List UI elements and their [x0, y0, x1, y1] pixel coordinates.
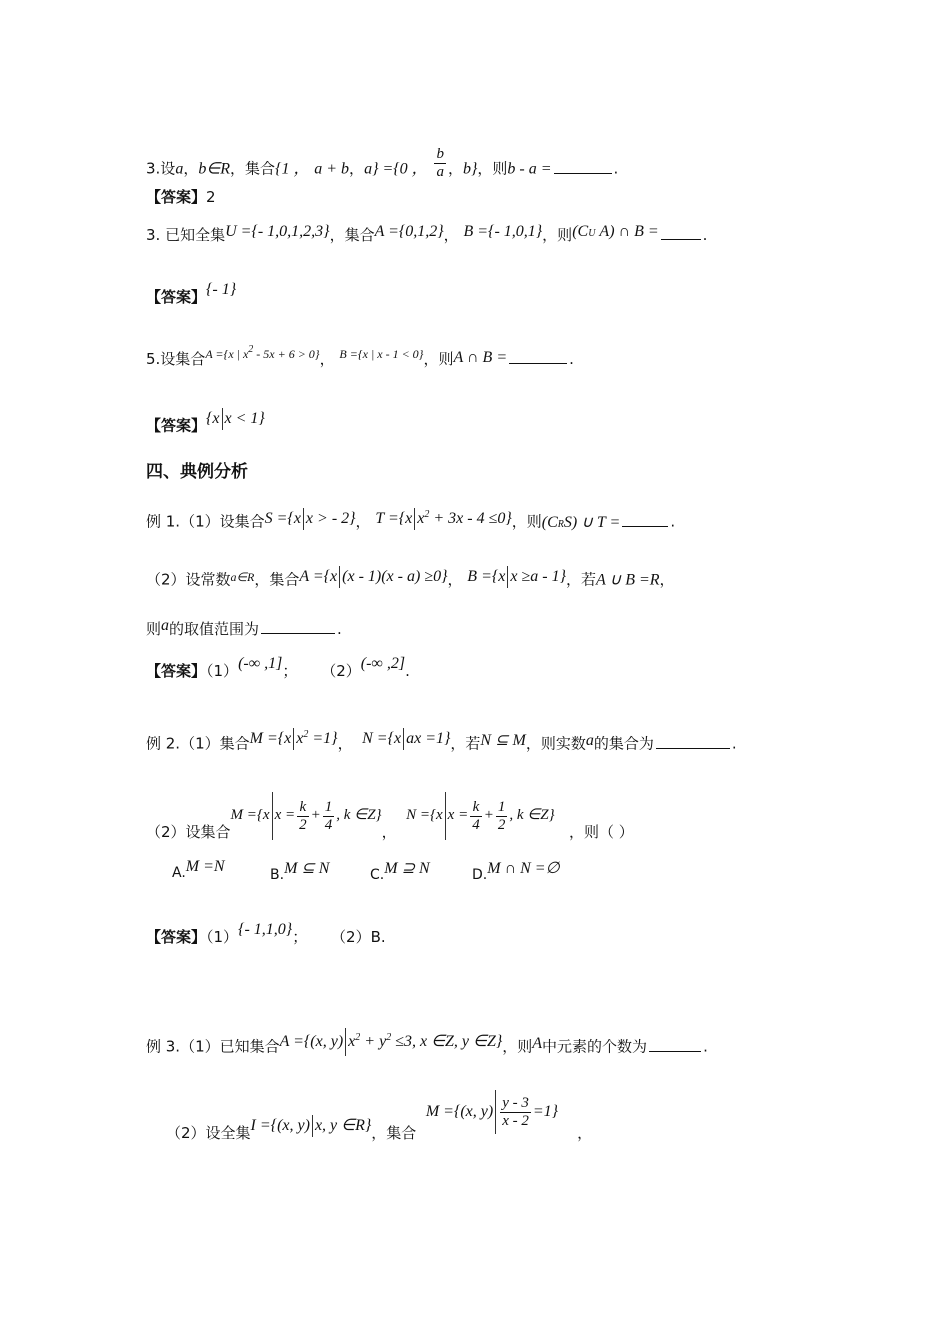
condition-expr: A ∪ B =R — [596, 571, 660, 589]
set-M2 — [230, 799, 382, 833]
punct: ， — [577, 1123, 593, 1142]
punct: ， — [443, 226, 459, 244]
set-builder-bar — [403, 728, 404, 750]
example-1-part-1 — [146, 508, 676, 534]
answer-label: 【答案】 — [146, 188, 207, 206]
set-M — [425, 1095, 559, 1129]
fraction — [500, 1095, 531, 1129]
b-in-R: b∈R — [198, 160, 231, 178]
answer-label: 【答案】 — [146, 416, 207, 435]
plus-sign: + — [310, 807, 321, 824]
set-builder-bar — [495, 1090, 496, 1134]
word-then: 则 — [146, 620, 162, 638]
example-prefix: 例 3.（1）已知集合 — [146, 1037, 280, 1056]
punct: ， — [349, 159, 365, 178]
answer-part-label: （1） — [206, 662, 239, 680]
fraction — [323, 799, 335, 833]
problem-5 — [146, 344, 574, 368]
answer-value — [206, 410, 265, 427]
answer-value-2: (-∞ ,2] — [360, 655, 406, 672]
superscript: 2 — [303, 728, 309, 740]
answer-part-label: （1） — [206, 928, 239, 946]
answer-value-1: (-∞ ,1] — [238, 655, 283, 672]
expr-part: x, y ∈R} — [314, 1116, 372, 1134]
answer-label: 【答案】 — [146, 928, 207, 946]
answer-value-1: {- 1,1,0} — [238, 921, 293, 938]
word-then: ，则 — [423, 350, 454, 368]
expr-part: =1} — [532, 1102, 559, 1120]
answer-value: 2 — [206, 188, 216, 206]
fraction — [470, 799, 482, 833]
answer-blank[interactable] — [656, 748, 730, 749]
set-builder-bar — [312, 1115, 313, 1137]
example-1-part-2-cont — [146, 617, 342, 638]
answer-1 — [146, 190, 216, 205]
b-minus-a: b - a = — [507, 160, 552, 178]
word-then: ，则 — [502, 1037, 533, 1056]
word-if: ，若 — [450, 734, 481, 753]
word-set: ，集合 — [230, 159, 276, 178]
set-B: B ={- 1,0,1} — [463, 223, 543, 240]
expr-part: M ={(x, y) — [425, 1102, 494, 1120]
punct: ， — [183, 159, 199, 178]
set-B: B ={x | x - 1 < 0} — [339, 347, 424, 361]
frac-den: 2 — [299, 816, 307, 833]
var-a: a — [175, 160, 184, 178]
answer-blank[interactable] — [649, 1051, 701, 1052]
punct: ， — [447, 570, 463, 589]
option-label: A. — [172, 865, 186, 881]
example-1-part-2 — [146, 567, 675, 592]
problem-3b-prefix: 3. 已知全集 — [146, 226, 226, 244]
expr-part: x — [417, 509, 425, 527]
frac-num: y - 3 — [502, 1095, 529, 1111]
frac-num: k — [470, 799, 482, 817]
example-prefix: 例 1.（1）设集合 — [146, 512, 265, 531]
subscript: U — [588, 228, 596, 239]
expr-part: (C — [572, 223, 589, 240]
punct: ； — [292, 928, 308, 946]
expr-part: x — [296, 729, 304, 747]
expr-part: M ={x — [249, 729, 292, 747]
expr-part: - 5x + 6 > 0} — [253, 347, 320, 361]
punct: ， — [319, 350, 335, 368]
expr-part: I ={(x, y) — [250, 1116, 310, 1134]
option-D[interactable] — [472, 860, 560, 884]
punct: ， — [381, 823, 397, 842]
set-T — [375, 510, 511, 527]
expr-part: A ={x | x — [205, 347, 249, 361]
punct: . — [670, 512, 676, 531]
option-A[interactable] — [172, 858, 225, 882]
option-expr: M =N — [185, 858, 225, 875]
expr-part: x — [348, 1032, 356, 1050]
expr-part: A) ∩ B = — [599, 223, 659, 240]
expr-part: , k ∈Z} — [336, 807, 382, 824]
var-a: a — [585, 731, 594, 749]
punct: . — [731, 734, 737, 753]
var-A: A — [532, 1034, 543, 1052]
var-a: a — [161, 617, 170, 634]
expr-part: (C — [541, 513, 558, 531]
part-prefix: （2）设集合 — [146, 823, 231, 842]
subscript: R — [557, 518, 564, 530]
expr-part: =1} — [308, 729, 338, 747]
question-text: 的集合为 — [593, 734, 654, 753]
expr-part: B ={x — [467, 567, 506, 585]
answer-blank[interactable] — [661, 239, 701, 240]
set-expr-3: b} — [462, 160, 478, 178]
part-prefix: （2）设常数 — [146, 570, 231, 589]
answer-blank[interactable] — [261, 633, 335, 634]
example-2-part-2 — [146, 800, 634, 848]
fraction-b-over-a — [434, 146, 446, 180]
complement-expr — [572, 223, 658, 240]
question-text: 的取值范围为 — [169, 620, 260, 638]
expr-part: {x — [206, 409, 220, 427]
set-M — [250, 730, 338, 747]
a-in-R: a∈R — [230, 569, 255, 584]
answer-label: 【答案】 — [146, 662, 207, 680]
set-B — [467, 568, 566, 585]
punct: . — [405, 662, 410, 680]
set-builder-bar — [339, 566, 340, 588]
punct: ， — [659, 570, 675, 589]
expr-part: + y — [360, 1032, 387, 1050]
punct: . — [703, 1037, 708, 1056]
set-builder-bar — [345, 1028, 346, 1056]
union-expr — [542, 514, 621, 531]
frac-den: a — [436, 163, 444, 180]
option-expr: M ⊆ N — [284, 860, 330, 877]
example-2-part-1 — [146, 728, 737, 756]
example-prefix: 例 2.（1）集合 — [146, 734, 250, 753]
option-C[interactable] — [370, 860, 430, 884]
option-expr: M ⊇ N — [384, 860, 430, 877]
expr-part: ax =1} — [406, 729, 451, 747]
word-set: ，集合 — [371, 1123, 417, 1142]
expr-part: ≤3, x ∈Z, y ∈Z} — [391, 1032, 503, 1050]
expr-part: x > - 2} — [305, 509, 356, 527]
expr-part: x ≥a - 1} — [510, 567, 566, 585]
word-then: ，则 — [477, 159, 508, 178]
expr-part: M ={x — [230, 807, 270, 824]
option-label: C. — [370, 867, 385, 883]
expr-part: , k ∈Z} — [509, 807, 555, 824]
answer-label: 【答案】 — [146, 288, 207, 306]
example-3-part-1 — [146, 1031, 708, 1062]
problem-3a-prefix: 3.设 — [146, 159, 176, 178]
set-builder-bar — [303, 508, 304, 530]
expr-part: A ={(x, y) — [279, 1032, 344, 1050]
set-A — [205, 344, 320, 361]
frac-num: k — [297, 799, 309, 817]
superscript: 2 — [386, 1031, 392, 1043]
frac-num: 1 — [497, 799, 506, 815]
fraction — [496, 799, 508, 833]
set-A — [280, 1033, 503, 1050]
punct: . — [613, 159, 619, 178]
frac-den: 4 — [472, 816, 480, 833]
word-set: ，集合 — [254, 570, 300, 589]
plus-sign: + — [483, 807, 494, 824]
option-expr: M ∩ N =∅ — [487, 860, 560, 877]
set-expr-2: a} ={0 ， — [364, 160, 428, 178]
expr-part: x = — [447, 807, 469, 824]
example-3-part-2 — [166, 1095, 593, 1142]
frac-den: x - 2 — [502, 1112, 529, 1129]
word-set: ，集合 — [329, 226, 375, 244]
answer-blank[interactable] — [554, 173, 612, 174]
set-A — [299, 568, 447, 585]
answer-blank[interactable] — [509, 363, 567, 364]
expr-part: S) ∪ T = — [563, 513, 621, 531]
frac-num: b — [436, 146, 444, 162]
word-then: ，则 — [542, 226, 573, 244]
a-plus-b: a + b — [314, 160, 350, 178]
fraction — [297, 799, 309, 833]
frac-den: 4 — [324, 816, 333, 833]
punct: . — [337, 620, 342, 638]
word-then: ，则 — [511, 512, 542, 531]
punct: . — [702, 226, 708, 244]
set-builder-bar — [272, 792, 273, 840]
answer-blank[interactable] — [622, 526, 668, 527]
expr-part: x < 1} — [224, 409, 265, 427]
answer-2 — [146, 281, 237, 306]
set-builder-bar — [445, 792, 446, 840]
condition-expr: N ⊆ M — [480, 731, 526, 749]
punct: ， — [447, 159, 463, 178]
expr-part: S ={x — [264, 509, 301, 527]
expr-part: N ={x — [362, 729, 402, 747]
frac-num: 1 — [324, 799, 333, 815]
problem-3a — [146, 146, 619, 186]
example-1-answer — [146, 655, 410, 680]
word-if: ，若 — [565, 570, 596, 589]
set-expr-1: {1 ， — [275, 160, 310, 178]
intersection-expr: A ∩ B = — [453, 349, 508, 366]
punct: ； — [282, 662, 298, 680]
answer-value-2: （2）B. — [331, 928, 386, 946]
set-S — [265, 510, 356, 527]
part-prefix: （2）设全集 — [166, 1123, 251, 1142]
universal-set-I — [251, 1117, 372, 1134]
option-label: D. — [472, 867, 488, 883]
expr-part: (x - 1)(x - a) ≥0} — [342, 567, 448, 585]
superscript: 2 — [355, 1031, 361, 1043]
expr-part: x = — [274, 807, 296, 824]
punct: ， — [355, 512, 371, 531]
problem-5-prefix: 5.设集合 — [146, 350, 206, 368]
option-label: B. — [270, 867, 285, 883]
superscript: 2 — [424, 508, 430, 520]
option-B[interactable] — [270, 860, 330, 884]
set-A: A ={0,1,2} — [374, 223, 444, 240]
superscript: 2 — [248, 344, 254, 355]
punct: . — [569, 350, 574, 368]
expr-part: T ={x — [375, 509, 413, 527]
problem-3b — [146, 223, 708, 244]
expr-part: N ={x — [406, 807, 443, 824]
answer-3 — [146, 409, 265, 438]
choice-prompt: ，则（ ） — [568, 823, 634, 842]
set-N2 — [406, 799, 555, 833]
expr-part: + 3x - 4 ≤0} — [429, 509, 512, 527]
punct: ， — [337, 734, 353, 753]
set-builder-bar — [507, 566, 508, 588]
section-heading: 四、典例分析 — [146, 462, 248, 482]
question-text: ，则实数 — [525, 734, 586, 753]
set-builder-bar — [222, 408, 223, 430]
expr-part: A ={x — [299, 567, 338, 585]
set-N — [362, 730, 450, 747]
set-builder-bar — [414, 508, 415, 530]
example-2-answer — [146, 921, 386, 946]
answer-part-label: （2） — [321, 662, 361, 680]
universal-set: U ={- 1,0,1,2,3} — [225, 223, 330, 240]
set-builder-bar — [293, 728, 294, 750]
answer-value: {- 1} — [206, 281, 237, 298]
frac-den: 2 — [497, 816, 506, 833]
question-text: 中元素的个数为 — [542, 1037, 648, 1056]
